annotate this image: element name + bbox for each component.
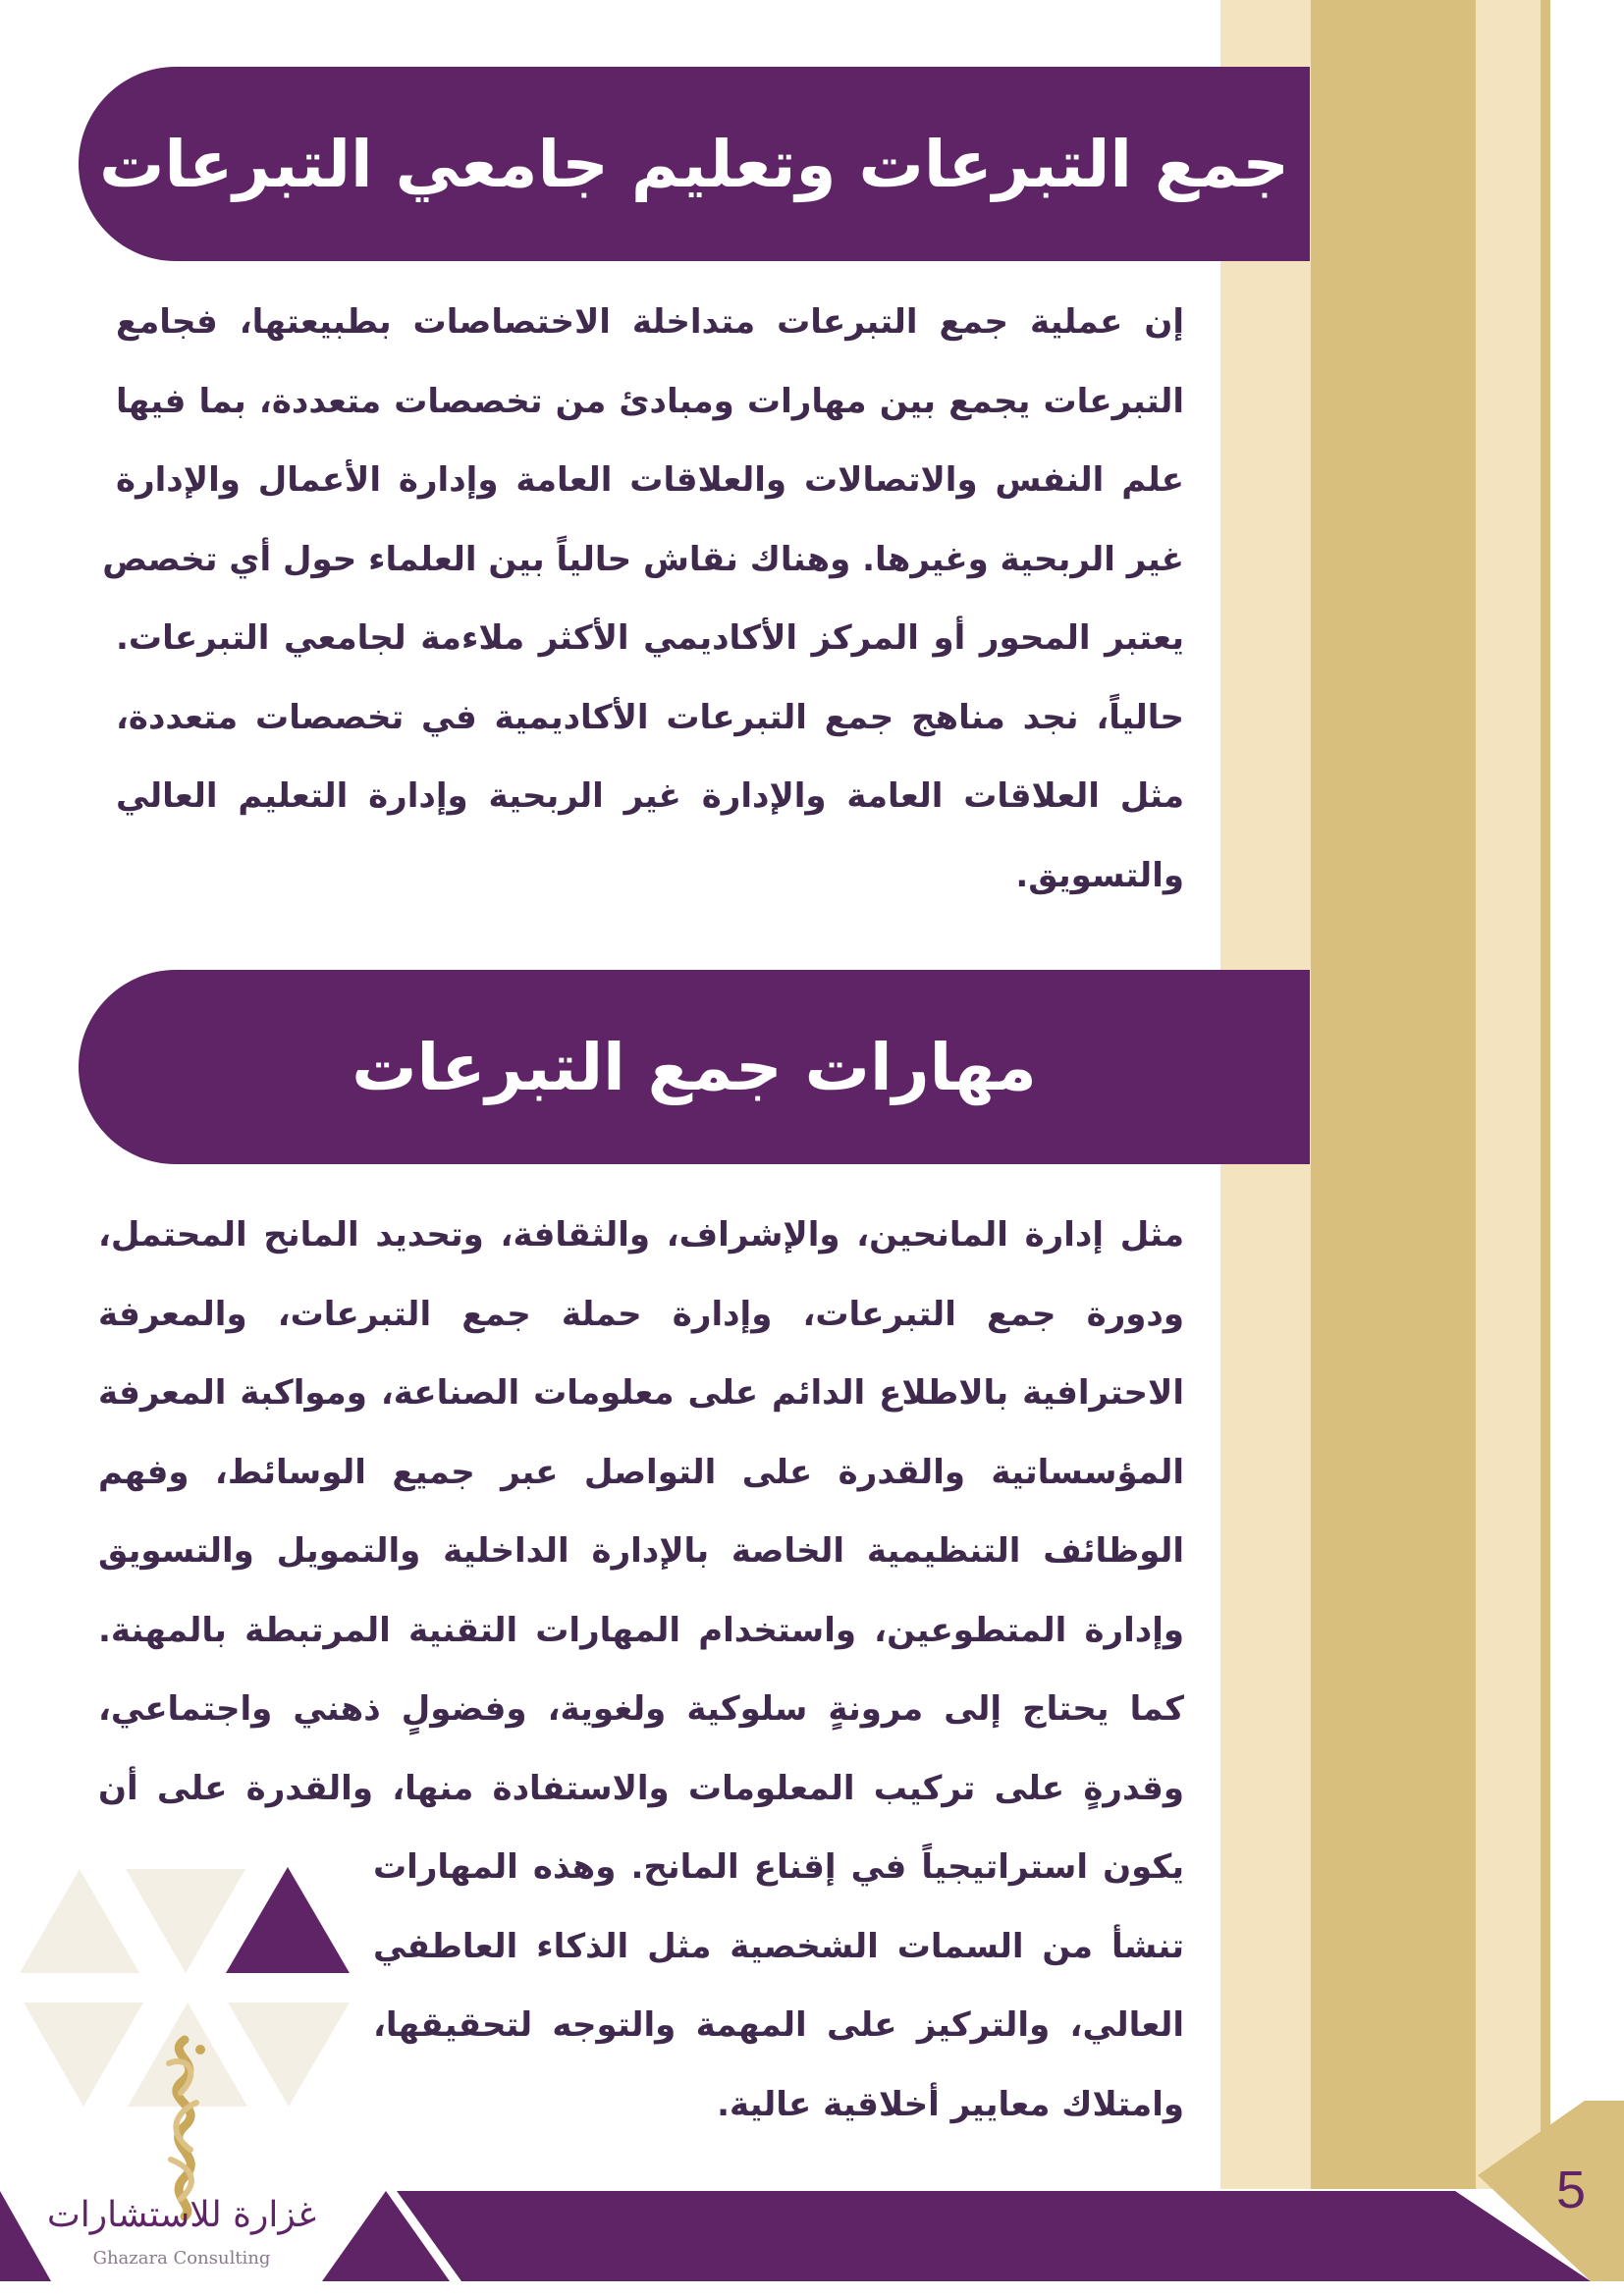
gold-stripe-wide — [1311, 0, 1476, 2189]
paragraph-line: ودورة جمع التبرعات، وإدارة حملة جمع التبرعات، والمعرفة — [98, 1294, 1184, 1334]
cream-triangle-inverted — [24, 2002, 143, 2107]
paragraph-line: العالي، والتركيز على المهمة والتوجه لتحقيقها، — [373, 2005, 1184, 2045]
paragraph-line: الاحترافية بالاطلاع الدائم على معلومات الصناعة، ومواكبة المعرفة — [98, 1373, 1184, 1413]
logo-name-english: Ghazara Consulting — [92, 2248, 271, 2269]
purple-corner-triangle-left — [0, 2191, 51, 2281]
logo-name-arabic: غزارة للاستشارات — [46, 2195, 317, 2235]
paragraph-line: التبرعات يجمع بين مهارات ومبادئ من تخصصات متعددة، بما فيها — [116, 381, 1184, 421]
paragraph-line: والتسويق. — [1015, 855, 1184, 895]
section1-title: جمع التبرعات وتعليم جامعي التبرعات — [99, 126, 1289, 202]
purple-footer-bar — [397, 2191, 1591, 2281]
section2-paragraph-narrow — [373, 1828, 1184, 2144]
paragraph-line: وقدرةٍ على تركيب المعلومات والاستفادة منها، والقدرة على أن — [98, 1768, 1184, 1808]
purple-triangle — [226, 1867, 350, 1973]
section1-title-banner — [79, 67, 1310, 261]
paragraph-line: يعتبر المحور أو المركز الأكاديمي الأكثر ملاءمة لجامعي التبرعات. — [116, 618, 1184, 658]
paragraph-line: علم النفس والاتصالات والعلاقات العامة وإدارة الأعمال والإدارة — [116, 460, 1184, 500]
paragraph-line: إن عملية جمع التبرعات متداخلة الاختصاصات بطبيعتها، فجامع — [116, 302, 1184, 342]
footer-band — [0, 2101, 1624, 2296]
paragraph-line: مثل العلاقات العامة والإدارة غير الربحية وإدارة التعليم العالي — [116, 776, 1184, 816]
section2-paragraph-wide — [98, 1196, 1184, 1828]
cream-triangle-inverted — [126, 1869, 245, 1973]
paragraph-line: غير الربحية وغيرها. وهناك نقاش حالياً بين العلماء حول أي تخصص — [102, 539, 1184, 579]
cream-triangle-inverted — [228, 2002, 350, 2107]
section1-paragraph — [102, 283, 1184, 915]
paragraph-line: الوظائف التنظيمية الخاصة بالإدارة الداخلية والتمويل والتسويق — [98, 1531, 1184, 1571]
cream-triangle — [20, 1869, 139, 1973]
paragraph-line: حالياً، نجد مناهج جمع التبرعات الأكاديمية في تخصصات متعددة، — [116, 697, 1184, 737]
paragraph-line: المؤسساتية والقدرة على التواصل عبر جميع الوسائط، وفهم — [98, 1452, 1184, 1492]
paragraph-line: وإدارة المتطوعين، واستخدام المهارات التقنية المرتبطة بالمهنة. — [98, 1610, 1184, 1650]
page-number: 5 — [1555, 2161, 1587, 2219]
gold-stripe-thin — [1541, 0, 1550, 2189]
paragraph-line: تنشأ من السمات الشخصية مثل الذكاء العاطفي — [373, 1926, 1184, 1966]
paragraph-line: وامتلاك معايير أخلاقية عالية. — [717, 2084, 1184, 2124]
section2-title-banner — [79, 970, 1310, 1164]
paragraph-line: مثل إدارة المانحين، والإشراف، والثقافة، وتحديد المانح المحتمل، — [98, 1215, 1184, 1255]
section2-title: مهارات جمع التبرعات — [352, 1029, 1037, 1105]
paragraph-line: كما يحتاج إلى مرونةٍ سلوكية ولغوية، وفضولٍ ذهني واجتماعي، — [98, 1689, 1184, 1729]
paragraph-line: يكون استراتيجياً في إقناع المانح. وهذه المهارات — [373, 1847, 1184, 1887]
cream-stripe-right — [1476, 0, 1541, 2189]
